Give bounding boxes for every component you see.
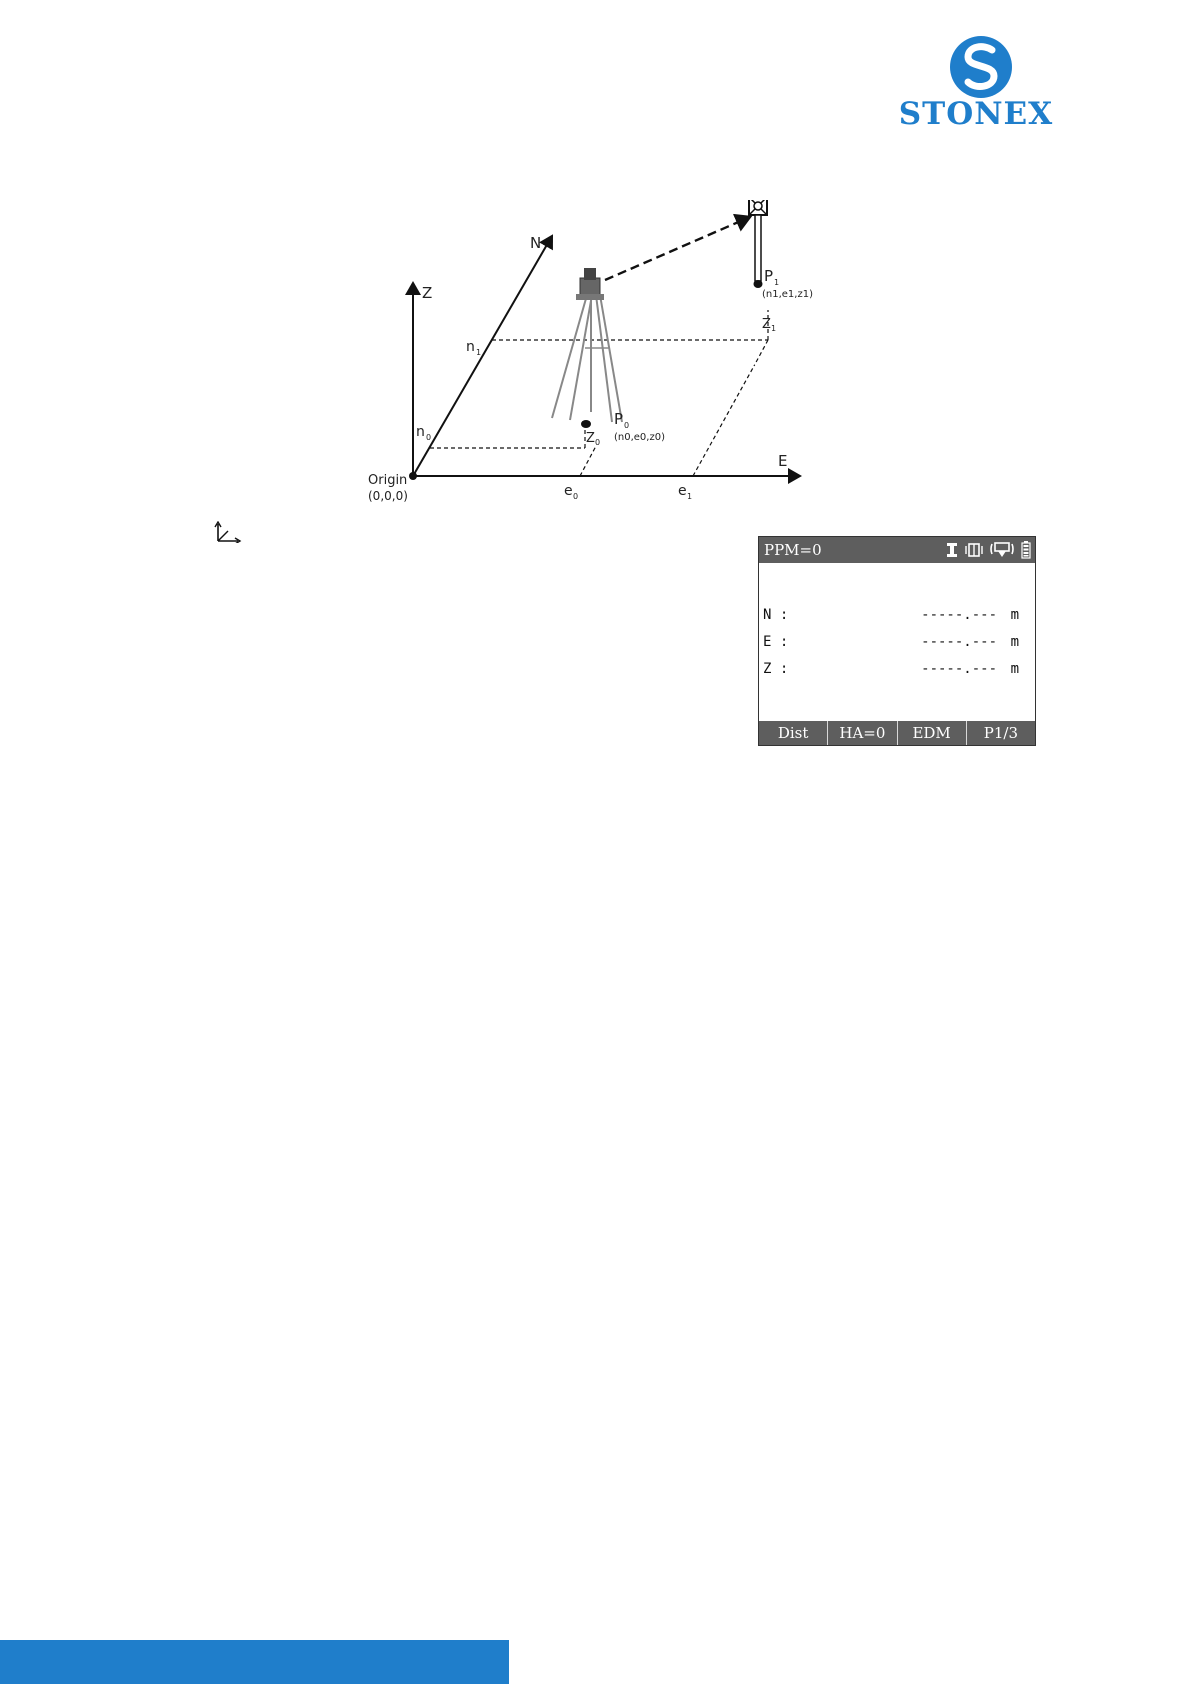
softkey-dist[interactable]: Dist	[759, 721, 828, 745]
origin-coords: (0,0,0)	[368, 489, 408, 503]
stonex-logo-icon	[948, 34, 1014, 100]
stonex-logo	[896, 34, 1056, 134]
p0-coords: (n0,e0,z0)	[614, 432, 665, 443]
z0-sub: 0	[595, 438, 601, 447]
ppm-status: PPM=0	[764, 541, 822, 559]
brand-name: STONEX	[898, 96, 1054, 132]
field-label: N :	[763, 607, 789, 623]
field-label: Z :	[763, 661, 789, 677]
field-unit: m	[1010, 607, 1019, 623]
origin-point	[409, 472, 417, 480]
field-value: -----.---	[921, 607, 997, 623]
softkey-bar	[759, 721, 1035, 745]
softkey-edm[interactable]: EDM	[898, 721, 967, 745]
e0-label: e	[564, 483, 573, 499]
field-label: E :	[763, 634, 789, 650]
total-station-icon	[576, 268, 604, 300]
e1-sub: 1	[687, 492, 693, 501]
coordinate-diagram	[360, 200, 840, 520]
n-axis	[413, 236, 552, 476]
sight-line	[605, 217, 750, 280]
n1-label: n	[466, 339, 475, 355]
n0-sub: 0	[426, 433, 432, 442]
z1-label: Z	[762, 317, 771, 332]
z0-label: Z	[586, 431, 595, 446]
p1-point	[754, 280, 763, 288]
coordinate-axes-icon	[214, 521, 242, 543]
ground-dashed-line	[754, 340, 768, 366]
e1-label: e	[678, 483, 687, 499]
field-row-n	[763, 607, 1019, 627]
field-value: -----.---	[921, 661, 997, 677]
field-unit: m	[1010, 661, 1019, 677]
p1-label: P	[764, 267, 774, 285]
softkey-ha0[interactable]: HA=0	[828, 721, 897, 745]
field-value: -----.---	[921, 634, 997, 650]
e0-sub: 0	[573, 492, 579, 501]
footer-bar	[0, 1640, 509, 1684]
p0-label: P	[614, 410, 624, 428]
instrument-screen	[758, 536, 1036, 746]
battery-icon	[1021, 541, 1031, 559]
n0-label: n	[416, 424, 425, 440]
tripod-icon	[552, 295, 622, 422]
prism-icon	[945, 542, 959, 558]
softkey-page[interactable]: P1/3	[983, 724, 1018, 742]
e0-dashed-line	[580, 446, 596, 476]
origin-label: Origin	[368, 473, 408, 488]
field-unit: m	[1010, 634, 1019, 650]
p1-sub: 1	[774, 278, 780, 287]
p0-point	[581, 420, 591, 428]
field-row-z	[763, 661, 1019, 681]
z-axis-label: Z	[422, 284, 433, 302]
p1-coords: (n1,e1,z1)	[762, 289, 813, 300]
e1-dashed-line	[693, 366, 754, 476]
compensator-icon	[965, 542, 983, 558]
status-icons	[945, 539, 1031, 561]
field-row-e	[763, 634, 1019, 654]
status-bar	[759, 537, 1035, 563]
p0-sub: 0	[624, 421, 630, 430]
n-axis-label: N	[530, 234, 542, 252]
laser-icon	[989, 541, 1015, 559]
n1-sub: 1	[476, 348, 482, 357]
e-axis-label: E	[778, 452, 788, 470]
z1-sub: 1	[771, 324, 777, 333]
